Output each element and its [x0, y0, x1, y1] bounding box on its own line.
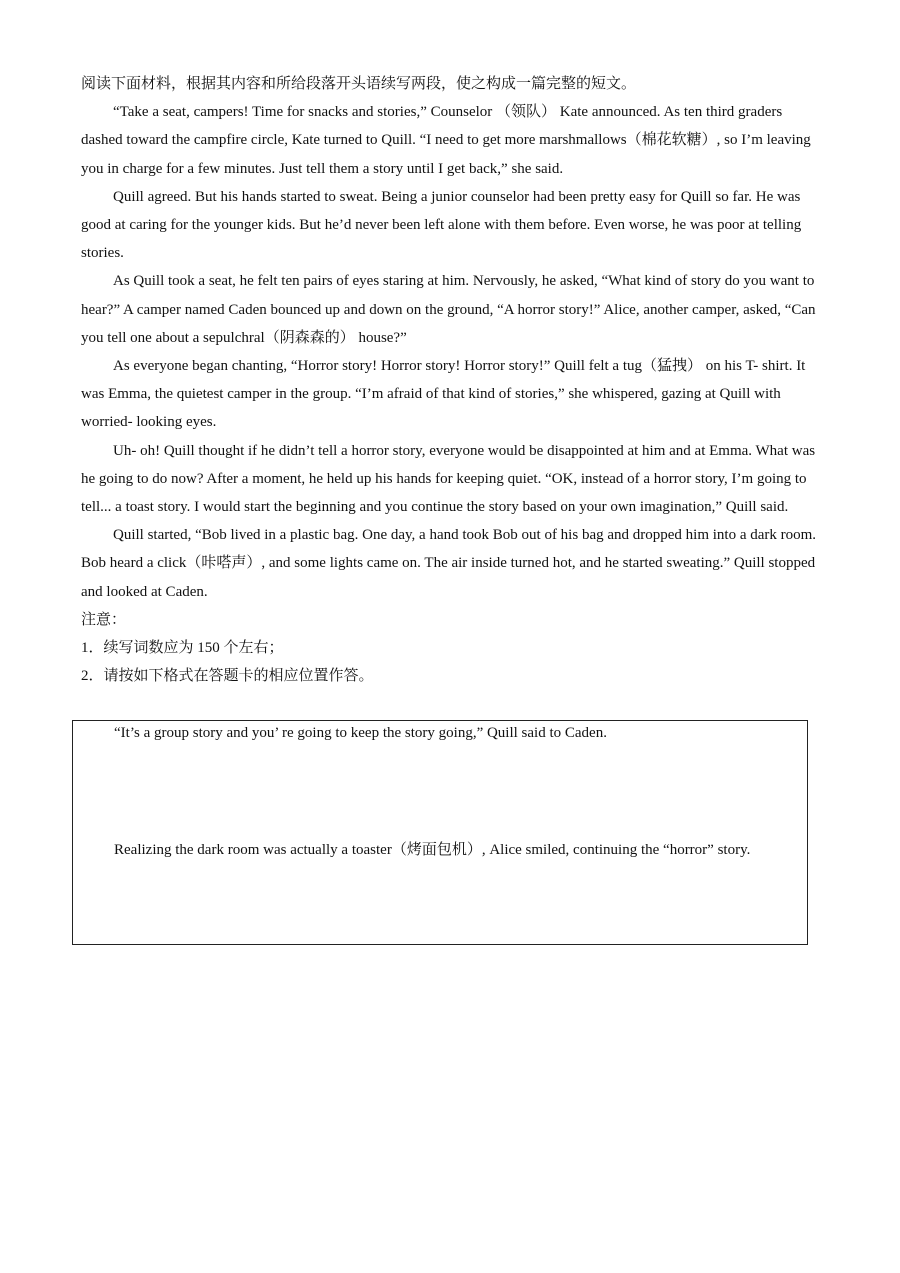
opening-sentence-2: Realizing the dark room was actually a toaster（烤面包机）, Alice smiled, continuing the “horror” story. [114, 842, 751, 858]
answer-box [72, 720, 808, 945]
passage [81, 70, 826, 690]
paragraph-3: As Quill took a seat, he felt ten pairs of eyes staring at him. Nervously, he asked, “What kind of story do you want to hear?” A camper named Caden bounced up and down on the ground, “A horror story!” Alice, another camper, asked, “Can you tell one about a sepulchral（阴森森的） house?” [81, 273, 816, 346]
note-item-2: 2．请按如下格式在答题卡的相应位置作答。 [81, 668, 374, 685]
opening-sentence-1: “It’s a group story and you’ re going to keep the story going,” Quill said to Caden. [114, 725, 607, 741]
paragraph-6: Quill started, “Bob lived in a plastic bag. One day, a hand took Bob out of his bag and dropped him into a dark room. Bob heard a click（咔嗒声）, and some lights came on. The air inside turned hot, and he started sweating.” Quill stopped and looked at Caden. [81, 527, 817, 600]
notes-title: 注意： [81, 611, 127, 628]
note-item-1: 1．续写词数应为 150 个左右； [81, 640, 284, 657]
instruction-text: 阅读下面材料，根据其内容和所给段落开头语续写两段，使之构成一篇完整的短文。 [81, 76, 637, 92]
paragraph-5: Uh- oh! Quill thought if he didn’t tell a horror story, everyone would be disappointed at him and at Emma. What was he going to do now? After a moment, he held up his hands for keeping quiet. “OK, instead of a horror story, I’m going to tell... a toast story. I would start the beginning and you continue the story based on your own imagination,” Quill said. [81, 442, 816, 516]
paragraph-2: Quill agreed. But his hands started to sweat. Being a junior counselor had been pretty easy for Quill so far. He was good at caring for the younger kids. But he’d never been left alone with them before. Even worse, he was poor at telling stories. [81, 188, 802, 262]
paragraph-4: As everyone began chanting, “Horror story! Horror story! Horror story!” Quill felt a tug（猛拽） on his T- shirt. It was Emma, the quietest camper in the group. “I’m afraid of that kind of stories,” she whispered, gazing at Quill with worried- looking eyes. [81, 358, 806, 431]
paragraph-1: “Take a seat, campers! Time for snacks and stories,” Counselor （领队） Kate announced. As ten third graders dashed toward the campfire circle, Kate turned to Quill. “I need to get more marshmallows（棉花软糖）, so I’m leaving you in charge for a few minutes. Just tell them a story until I get back,” she said. [81, 104, 811, 177]
